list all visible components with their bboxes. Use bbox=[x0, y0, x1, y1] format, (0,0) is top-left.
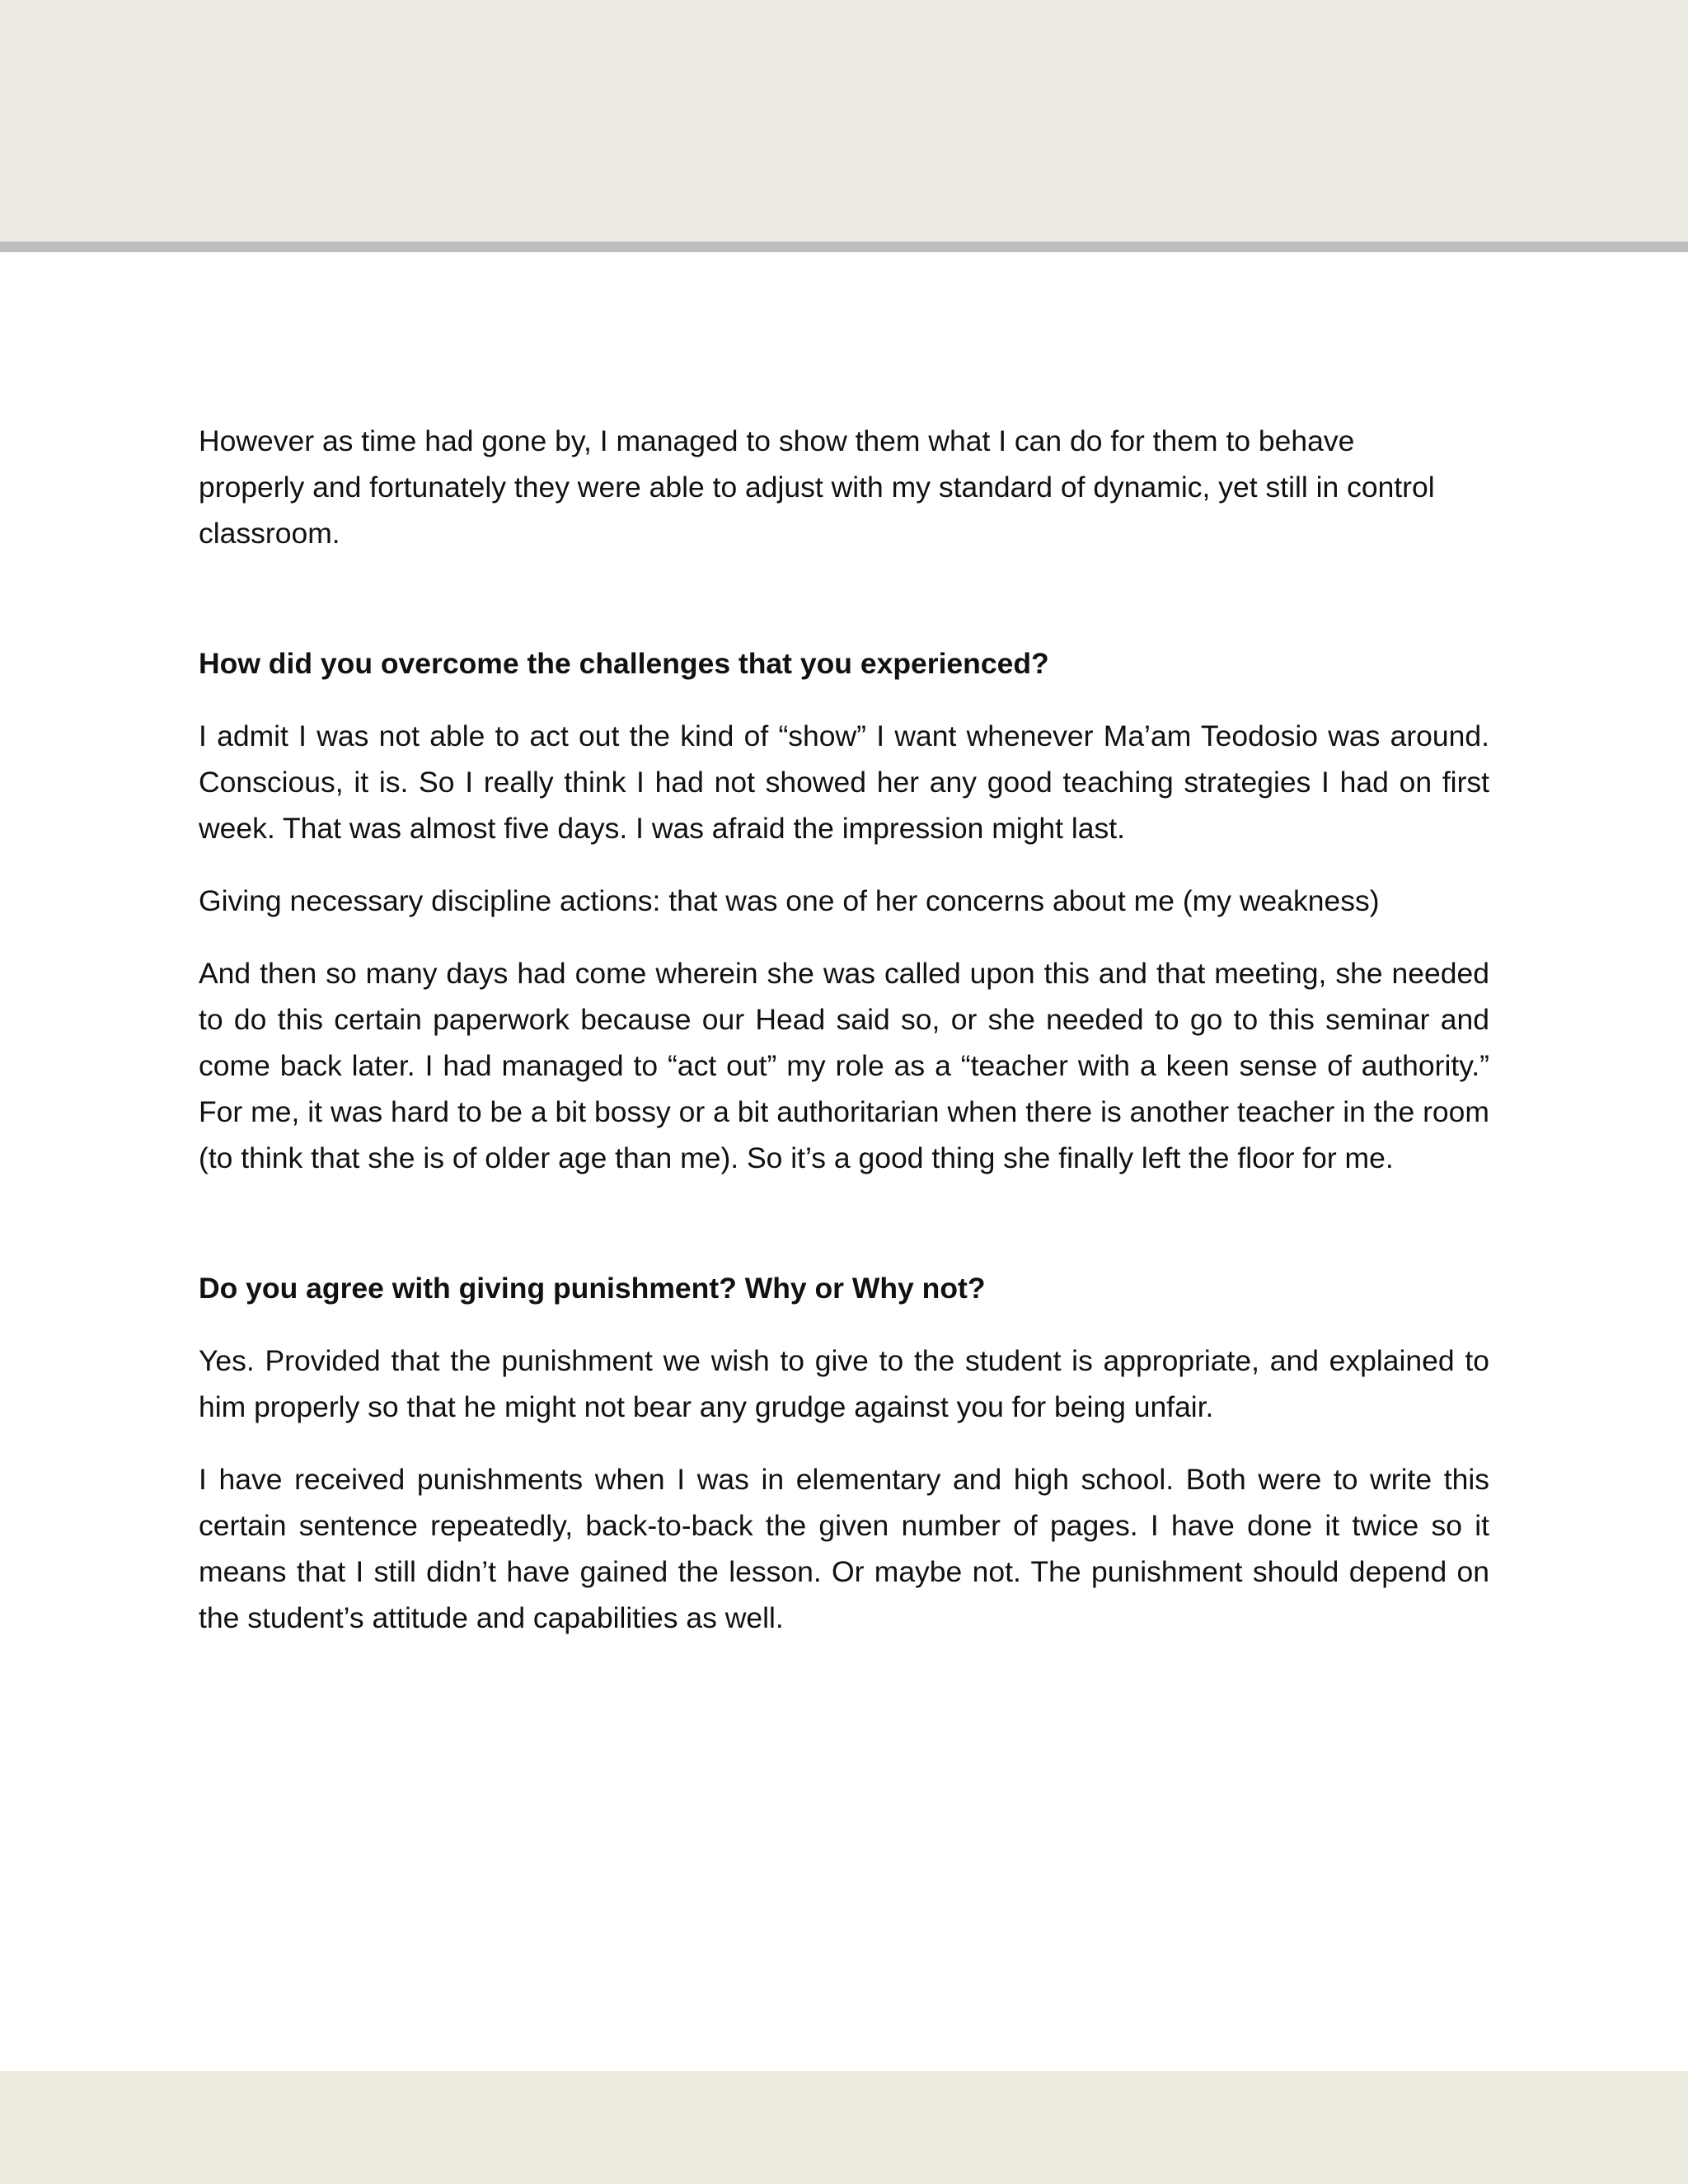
document-body bbox=[199, 418, 1489, 1641]
section-heading-punishment: Do you agree with giving punishment? Why or Why not? bbox=[199, 1272, 986, 1305]
footer-band bbox=[0, 2071, 1688, 2184]
paragraph-challenges-3: And then so many days had come wherein she was called upon this and that meeting, she needed to do this certain paperwork because our Head said so, or she needed to go to this seminar and come back later. I had managed to “act out” my role as a “teacher with a keen sense of authority.” For me, it was hard to be a bit bossy or a bit authoritarian when there is another teacher in the room (to think that she is of older age than me). So it’s a good thing she finally left the floor for me. bbox=[199, 957, 1489, 1174]
section-heading-challenges: How did you overcome the challenges that you experienced? bbox=[199, 647, 1049, 680]
intro-paragraph: However as time had gone by, I managed to show them what I can do for them to behave properly and fortunately they were able to adjust with my standard of dynamic, yet still in control classroom. bbox=[199, 424, 1435, 550]
paragraph-punishment-2: I have received punishments when I was in elementary and high school. Both were to write this certain sentence repeatedly, back-to-back the given number of pages. I have done it twice so it means that I still didn’t have gained the lesson. Or maybe not. The punishment should depend on the student’s attitude and capabilities as well. bbox=[199, 1463, 1489, 1634]
header-divider bbox=[0, 241, 1688, 252]
paragraph-challenges-2: Giving necessary discipline actions: that was one of her concerns about me (my weakness) bbox=[199, 884, 1380, 917]
header-band bbox=[0, 0, 1688, 241]
paragraph-challenges-1: I admit I was not able to act out the kind of “show” I want whenever Ma’am Teodosio was around. Conscious, it is. So I really think I had not showed her any good teaching strategies I had on first week. That was almost five days. I was afraid the impression might last. bbox=[199, 719, 1489, 845]
paragraph-punishment-1: Yes. Provided that the punishment we wish to give to the student is appropriate, and explained to him properly so that he might not bear any grudge against you for being unfair. bbox=[199, 1344, 1489, 1423]
